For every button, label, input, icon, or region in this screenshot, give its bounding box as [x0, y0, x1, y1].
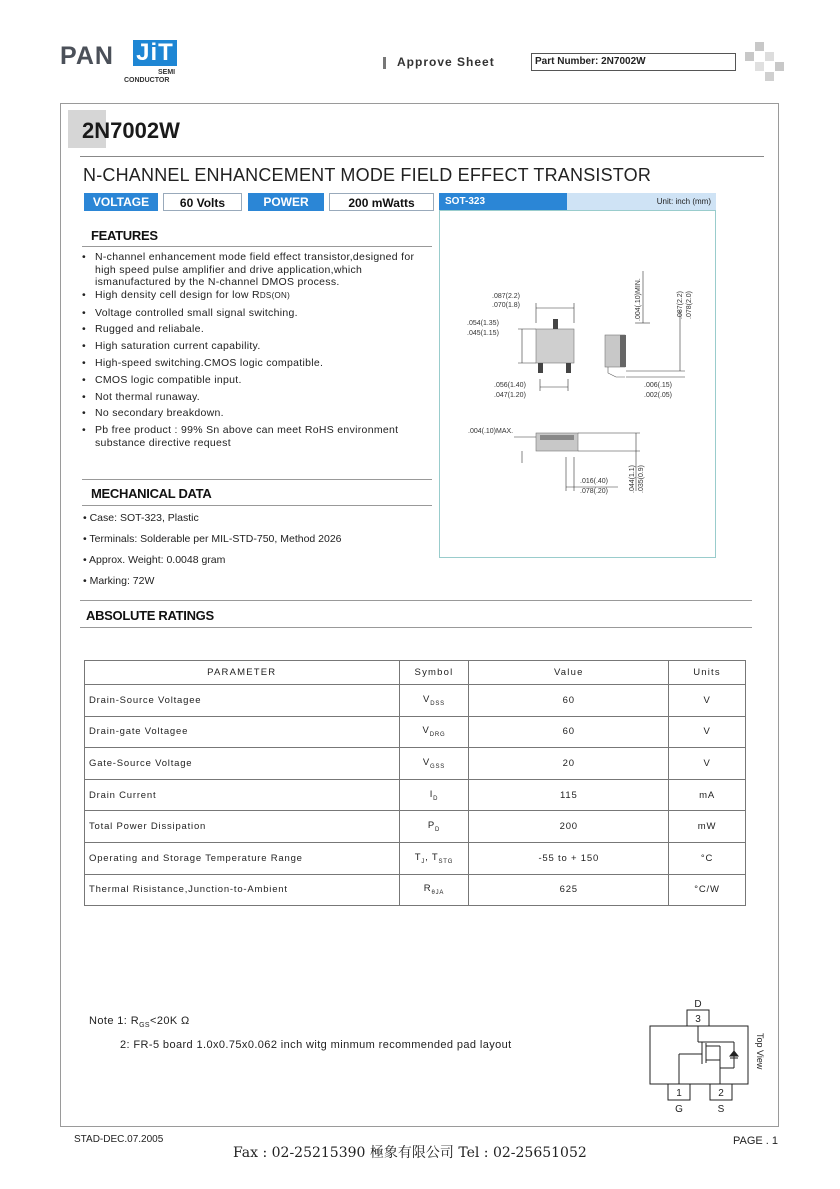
dim-h-max: .054(1.35) [467, 320, 499, 327]
table-row [85, 811, 746, 843]
table-row [85, 716, 746, 748]
feature-item: • CMOS logic compatible input. [82, 374, 432, 387]
dim-total-min: .078(2.0) [686, 290, 693, 319]
feature-item: • Voltage controlled small signal switching. [82, 307, 432, 320]
dim-body-h-max: .044(1.1) [629, 464, 636, 493]
dim-w-max: .087(2.2) [492, 293, 521, 300]
table-header-row [85, 661, 746, 685]
dim-lead-w-min: .078(.20) [580, 488, 609, 495]
cell-value: 60 [469, 716, 669, 748]
cell-unit: V [669, 685, 746, 717]
page-number: PAGE . 1 [733, 1135, 779, 1147]
cell-parameter: Thermal Risistance,Junction-to-Ambient [85, 874, 400, 906]
cell-symbol: $T_J$, $T_{STG}$ [399, 842, 469, 874]
pin-label-g: G [675, 1104, 683, 1115]
cell-value: 20 [469, 748, 669, 780]
voltage-badge: VOLTAGE [84, 193, 158, 211]
panjit-logo [60, 38, 190, 88]
cell-symbol: $P_D$ [399, 811, 469, 843]
feature-item: • High-speed switching.CMOS logic compatible. [82, 357, 432, 370]
cell-parameter: Drain Current [85, 779, 400, 811]
rds-subscript: DS(ON) [259, 290, 291, 300]
cell-parameter: Drain-gate Voltagee [85, 716, 400, 748]
feature-item: • N-channel enhancement mode field effect transistor,designed for high speed pulse amplifier and drive application,which ismanufactured by the N-channel DMOS process. [82, 251, 432, 289]
ratings-rule [80, 627, 752, 628]
cell-unit: V [669, 748, 746, 780]
logo-semi-text: SEMI [158, 69, 176, 76]
cell-value: 60 [469, 685, 669, 717]
voltage-value: 60 Volts [163, 193, 242, 211]
mechanical-rule [82, 505, 432, 506]
dim-lead-w-max: .016(.40) [580, 478, 609, 485]
dim-w-min: .070(1.8) [492, 302, 521, 309]
feature-item: • No secondary breakdown. [82, 407, 432, 420]
pin-number-1: 1 [676, 1088, 682, 1099]
cell-symbol: $R_{\theta JA}$ [399, 874, 469, 906]
cell-parameter: Operating and Storage Temperature Range [85, 842, 400, 874]
cell-unit: °C [669, 842, 746, 874]
feature-item-text: High density cell design for low R [95, 288, 260, 301]
cell-unit: V [669, 716, 746, 748]
note-2: 2: FR-5 board 1.0x0.75x0.062 inch witg minmum recommended pad layout [120, 1039, 512, 1051]
feature-item: • Not thermal runaway. [82, 391, 432, 404]
feature-item-rds [82, 289, 432, 303]
approve-sheet-label: Approve Sheet [397, 55, 495, 69]
dim-lead-min: .004(.10)MIN. [635, 278, 642, 321]
features-list [82, 251, 432, 453]
table-row [85, 779, 746, 811]
feature-item: • Rugged and reliabale. [82, 323, 432, 336]
cell-value: 625 [469, 874, 669, 906]
logo-conductor-text: CONDUCTOR [124, 77, 170, 84]
document-code: STAD-DEC.07.2005 [74, 1134, 164, 1145]
package-unit: Unit: inch (mm) [656, 197, 711, 206]
dim-body-h-min: .035(0.9) [638, 464, 645, 493]
feature-item: • High saturation current capability. [82, 340, 432, 353]
cell-parameter: Drain-Source Voltagee [85, 685, 400, 717]
power-value: 200 mWatts [329, 193, 434, 211]
note-1: Note 1: $R_{GS}<20K$ Ω [89, 1015, 190, 1030]
pin-number-2: 2 [718, 1088, 724, 1099]
col-parameter: PARAMETER [85, 661, 400, 685]
cell-parameter: Gate-Source Voltage [85, 748, 400, 780]
table-row [85, 874, 746, 906]
pinout-diagram [640, 996, 775, 1116]
part-title: 2N7002W [82, 118, 180, 143]
power-badge: POWER [248, 193, 324, 211]
ratings-table [84, 660, 746, 906]
cell-value: -55 to + 150 [469, 842, 669, 874]
logo-jit-text: JiT [133, 40, 177, 66]
ratings-rule-top [80, 600, 752, 601]
mechanical-heading: MECHANICAL DATA [91, 486, 212, 501]
dim-thick-max: .006(.15) [644, 382, 673, 389]
cell-unit: mW [669, 811, 746, 843]
dim-stand-off: .004(.10)MAX. [468, 428, 514, 435]
dim-h-min: .045(1.15) [467, 330, 499, 337]
dim-thick-min: .002(.05) [644, 392, 673, 399]
package-outline-drawing [440, 211, 717, 559]
cell-value: 200 [469, 811, 669, 843]
col-value: Value [469, 661, 669, 685]
dim-pitch-min: .047(1.20) [494, 392, 526, 399]
cell-symbol: $I_D$ [399, 779, 469, 811]
pin-number-3: 3 [695, 1014, 701, 1025]
mechanical-item: • Approx. Weight: 0.0048 gram [83, 554, 226, 566]
approve-marker [383, 57, 386, 69]
logo-pan-text: PAN [60, 42, 114, 70]
ratings-heading: ABSOLUTE RATINGS [86, 608, 214, 623]
table-row [85, 748, 746, 780]
cell-parameter: Total Power Dissipation [85, 811, 400, 843]
cell-unit: mA [669, 779, 746, 811]
cell-value: 115 [469, 779, 669, 811]
mechanical-item: • Terminals: Solderable per MIL-STD-750, Method 2026 [83, 533, 342, 545]
feature-item: • Pb free product : 99% Sn above can meet RoHS environment substance directive request [82, 424, 432, 449]
features-heading: FEATURES [91, 228, 158, 243]
title-divider [80, 156, 764, 157]
features-rule [82, 246, 432, 247]
checker-decoration-icon [745, 42, 785, 82]
table-row [85, 842, 746, 874]
cell-unit: °C/W [669, 874, 746, 906]
col-symbol: Symbol [399, 661, 469, 685]
pin-label-s: S [717, 1104, 725, 1115]
dim-total-max: .087(2.2) [677, 290, 684, 319]
package-drawing-box [439, 210, 716, 558]
mechanical-item: • Marking: 72W [83, 575, 155, 587]
mechanical-item: • Case: SOT-323, Plastic [83, 512, 199, 524]
cell-symbol: $V_{GSS}$ [399, 748, 469, 780]
table-row [85, 685, 746, 717]
col-units: Units [669, 661, 746, 685]
package-name: SOT-323 [439, 193, 567, 210]
contact-line: Fax : 02-25215390 極象有限公司 Tel : 02-25651052 [233, 1145, 587, 1161]
cell-symbol: $V_{DRG}$ [399, 716, 469, 748]
package-header [439, 193, 716, 210]
pin-label-d: D [694, 999, 702, 1010]
cell-symbol: $V_{DSS}$ [399, 685, 469, 717]
device-description: N-CHANNEL ENHANCEMENT MODE FIELD EFFECT TRANSISTOR [83, 165, 652, 185]
top-view-label: Top View [755, 1033, 765, 1070]
part-number-box: Part Number: 2N7002W [531, 53, 736, 71]
mechanical-rule-top [82, 479, 432, 480]
dim-pitch-max: .056(1.40) [494, 382, 526, 389]
